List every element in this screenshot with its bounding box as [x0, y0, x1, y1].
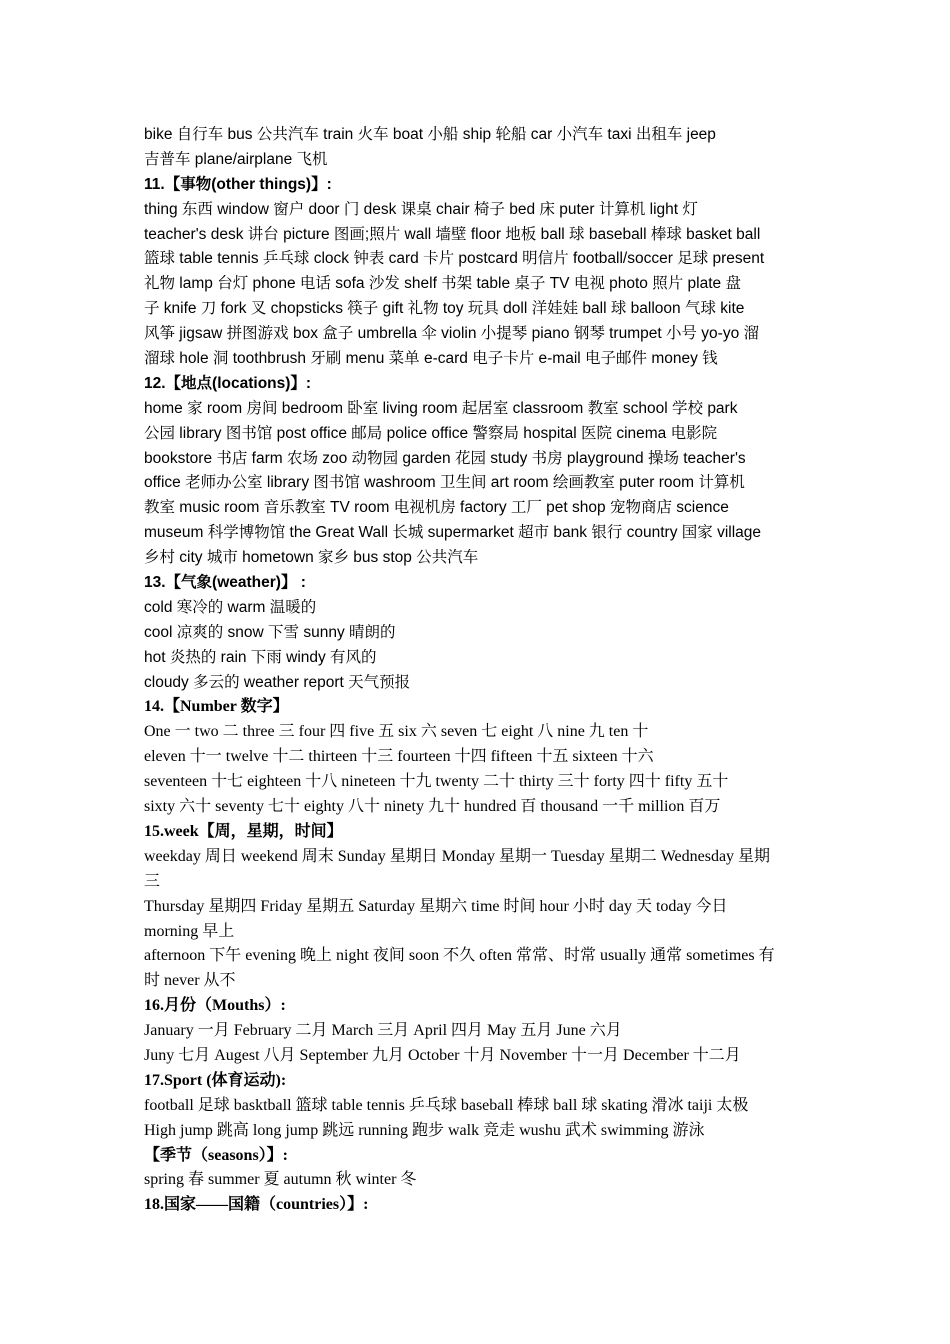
text-line: 教室 music room 音乐教室 TV room 电视机房 factory 工厂 pet shop 宠物商店 science [144, 499, 729, 517]
text-line: 风筝 jigsaw 拼图游戏 box 盒子 umbrella 伞 violin 小提琴 piano 钢琴 trumpet 小号 yo-yo 溜 [144, 325, 759, 343]
text-line: January 一月 February 二月 March 三月 April 四月 May 五月 June 六月 [144, 1022, 622, 1040]
text-line: bike 自行车 bus 公共汽车 train 火车 boat 小船 ship 轮船 car 小汽车 taxi 出租车 jeep [144, 126, 716, 143]
text-line: cold 寒冷的 warm 温暖的 [144, 598, 317, 616]
section-heading: 17.Sport (体育运动): [144, 1071, 287, 1089]
text-line: home 家 room 房间 bedroom 卧室 living room 起居室 classroom 教室 school 学校 park [144, 399, 738, 417]
text-line: 礼物 lamp 台灯 phone 电话 sofa 沙发 shelf 书架 table 桌子 TV 电视 photo 照片 plate 盘 [144, 275, 741, 293]
section-heading: 12.【地点(locations)】: [144, 374, 312, 392]
text-line: cloudy 多云的 weather report 天气预报 [144, 673, 411, 691]
section-heading: 18.国家——国籍（countries）】: [144, 1196, 369, 1214]
text-line: 篮球 table tennis 乒乓球 clock 钟表 card 卡片 postcard 明信片 football/soccer 足球 present [144, 250, 765, 268]
text-line: cool 凉爽的 snow 下雪 sunny 晴朗的 [144, 623, 396, 641]
text-line: museum 科学博物馆 the Great Wall 长城 supermarket 超市 bank 银行 country 国家 village [144, 524, 762, 542]
section-heading: 11.【事物(other things)】: [144, 175, 332, 193]
text-line: spring 春 summer 夏 autumn 秋 winter 冬 [144, 1171, 417, 1189]
text-line: bookstore 书店 farm 农场 zoo 动物园 garden 花园 study 书房 playground 操场 teacher's [144, 449, 746, 467]
text-line: seventeen 十七 eighteen 十八 nineteen 十九 twenty 二十 thirty 三十 forty 四十 fifty 五十 [144, 773, 729, 791]
section-heading: 13.【气象(weather)】 : [144, 574, 306, 592]
section-heading: 15.week【周，星期，时间】 [144, 822, 343, 840]
text-line: teacher's desk 讲台 picture 图画;照片 wall 墙壁 floor 地板 ball 球 baseball 棒球 basket ball [144, 225, 761, 243]
text-line: 溜球 hole 洞 toothbrush 牙刷 menu 菜单 e-card 电子卡片 e-mail 电子邮件 money 钱 [144, 350, 718, 368]
text-line: 子 knife 刀 fork 叉 chopsticks 筷子 gift 礼物 toy 玩具 doll 洋娃娃 ball 球 balloon 气球 kite [144, 300, 745, 318]
text-line: Juny 七月 Augest 八月 September 九月 October 十月 November 十一月 December 十二月 [144, 1046, 741, 1064]
text-line: afternoon 下午 evening 晚上 night 夜间 soon 不久 often 常常、时常 usually 通常 sometimes 有 [144, 947, 775, 965]
text-line: High jump 跳高 long jump 跳远 running 跑步 walk 竞走 wushu 武术 swimming 游泳 [144, 1121, 705, 1139]
section-heading: 14.【Number 数字】 [144, 698, 289, 716]
text-line: football 足球 basktball 篮球 table tennis 乒乓球 baseball 棒球 ball 球 skating 滑冰 taiji 太极 [144, 1096, 749, 1114]
text-line: morning 早上 [144, 922, 235, 940]
text-line: Thursday 星期四 Friday 星期五 Saturday 星期六 time 时间 hour 小时 day 天 today 今日 [144, 897, 728, 915]
text-line: 吉普车 plane/airplane 飞机 [144, 150, 328, 168]
text-line: One 一 two 二 three 三 four 四 five 五 six 六 seven 七 eight 八 nine 九 ten 十 [144, 723, 649, 741]
text-line: 公园 library 图书馆 post office 邮局 police office 警察局 hospital 医院 cinema 电影院 [144, 424, 718, 442]
text-line: 时 never 从不 [144, 972, 236, 990]
document-page [144, 123, 810, 1218]
text-line: eleven 十一 twelve 十二 thirteen 十三 fourteen 十四 fifteen 十五 sixteen 十六 [144, 748, 654, 766]
section-heading: 16.月份（Mouths）: [144, 997, 286, 1015]
text-line: 三 [144, 872, 161, 890]
text-line: weekday 周日 weekend 周末 Sunday 星期日 Monday 星期一 Tuesday 星期二 Wednesday 星期 [144, 847, 771, 865]
text-line: sixty 六十 seventy 七十 eighty 八十 ninety 九十 hundred 百 thousand 一千 million 百万 [144, 798, 721, 816]
text-line: office 老师办公室 library 图书馆 washroom 卫生间 art room 绘画教室 puter room 计算机 [144, 474, 745, 492]
text-line: hot 炎热的 rain 下雨 windy 有风的 [144, 648, 377, 666]
section-heading: 【季节（seasons）】: [144, 1146, 289, 1164]
text-line: thing 东西 window 窗户 door 门 desk 课桌 chair 椅子 bed 床 puter 计算机 light 灯 [144, 200, 698, 218]
text-line: 乡村 city 城市 hometown 家乡 bus stop 公共汽车 [144, 549, 479, 567]
